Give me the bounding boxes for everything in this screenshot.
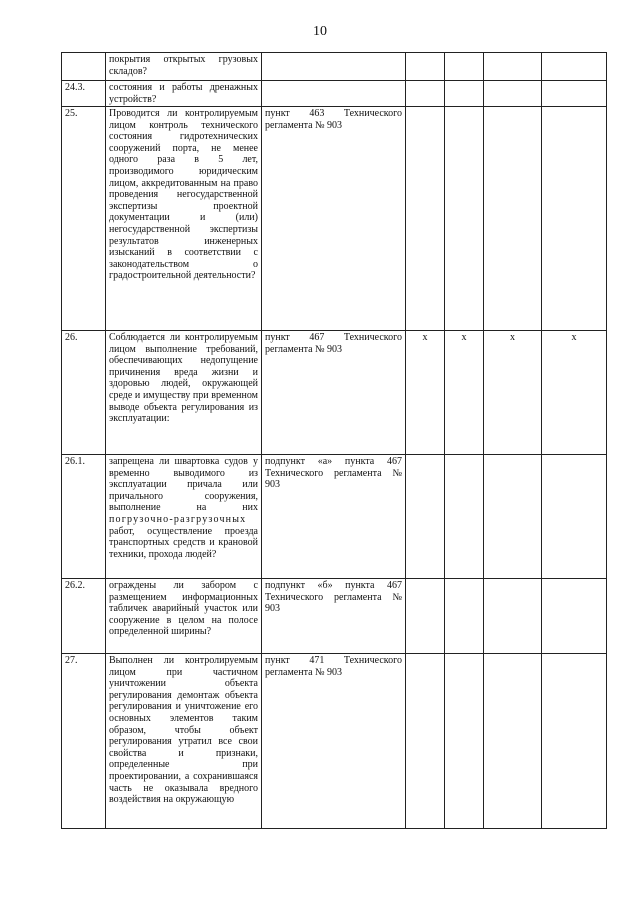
mark-cell-note (542, 81, 607, 107)
question-text: Соблюдается ли контролируемым лицом выполнение требований, обеспечивающих недопущение причинения вреда жизни и здоровью людей, окружающей среде и имуществу при временном выводе объекта регулирования из эксплуатации: (106, 331, 262, 455)
mark-cell-no (445, 579, 484, 654)
reference-text (262, 81, 406, 107)
question-text (106, 455, 262, 579)
question-text-part: работ, осуществление проезда транспортных средств и крановой техники, прохода людей? (109, 525, 258, 560)
mark-cell-na (484, 579, 542, 654)
row-number: 25. (62, 107, 106, 331)
mark-cell-na (484, 455, 542, 579)
question-text: состояния и работы дренажных устройств? (106, 81, 262, 107)
question-text: Выполнен ли контролируемым лицом при частичном уничтожении объекта регулирования демонтаж объекта регулирования и уничтожение его основных элементов таким образом, чтобы объект регулирования утратил все свои свойства и признаки, определенные при проектировании, а сохранившаяся часть не оказывала вредного воздействия на окружающую (106, 654, 262, 829)
row-number (62, 53, 106, 81)
mark-cell-note (542, 455, 607, 579)
table-row (62, 455, 607, 579)
reference-text: пункт 463 Технического регламента № 903 (262, 107, 406, 331)
question-text-spaced: погрузочно-разгрузочных (109, 513, 247, 525)
mark-cell-na (484, 81, 542, 107)
mark-cell-na: x (484, 331, 542, 455)
mark-cell-yes (406, 53, 445, 81)
mark-cell-note (542, 107, 607, 331)
mark-cell-no (445, 654, 484, 829)
checklist-table (61, 52, 607, 829)
table-row (62, 331, 607, 455)
table-row (62, 654, 607, 829)
reference-text: подпункт «б» пункта 467 Технического регламента № 903 (262, 579, 406, 654)
mark-cell-na (484, 53, 542, 81)
mark-cell-no (445, 53, 484, 81)
row-number: 26.2. (62, 579, 106, 654)
mark-cell-no (445, 455, 484, 579)
row-number: 24.3. (62, 81, 106, 107)
table-row (62, 81, 607, 107)
mark-cell-yes (406, 107, 445, 331)
question-text: ограждены ли забором с размещением информационных табличек аварийный участок или сооружение в целом на полосе определенной ширины? (106, 579, 262, 654)
reference-text: пункт 467 Технического регламента № 903 (262, 331, 406, 455)
mark-cell-na (484, 654, 542, 829)
table-row (62, 53, 607, 81)
row-number: 26.1. (62, 455, 106, 579)
mark-cell-yes (406, 455, 445, 579)
mark-cell-no: x (445, 331, 484, 455)
page-number: 10 (313, 24, 327, 39)
mark-cell-yes (406, 579, 445, 654)
mark-cell-note (542, 53, 607, 81)
reference-text: подпункт «а» пункта 467 Технического регламента № 903 (262, 455, 406, 579)
reference-text: пункт 471 Технического регламента № 903 (262, 654, 406, 829)
question-text: покрытия открытых грузовых складов? (106, 53, 262, 81)
table-row (62, 579, 607, 654)
mark-cell-yes (406, 654, 445, 829)
mark-cell-no (445, 81, 484, 107)
row-number: 26. (62, 331, 106, 455)
mark-cell-note (542, 579, 607, 654)
mark-cell-note (542, 654, 607, 829)
mark-cell-yes: x (406, 331, 445, 455)
mark-cell-yes (406, 81, 445, 107)
mark-cell-note: x (542, 331, 607, 455)
question-text-part: запрещена ли швартовка судов у временно выводимого из эксплуатации причала или причального сооружения, выполнение на них (109, 456, 258, 514)
reference-text (262, 53, 406, 81)
row-number: 27. (62, 654, 106, 829)
mark-cell-no (445, 107, 484, 331)
mark-cell-na (484, 107, 542, 331)
question-text: Проводится ли контролируемым лицом контроль технического состояния гидротехнических сооружений порта, не менее одного раза в 5 лет, производимого юридическим лицом, аккредитованным на право проведения негосударственной экспертизы проектной документации и (или) негосударственной экспертизы результатов инженерных изысканий в соответствии с законодательством о градостроительной деятельности? (106, 107, 262, 331)
table-row (62, 107, 607, 331)
